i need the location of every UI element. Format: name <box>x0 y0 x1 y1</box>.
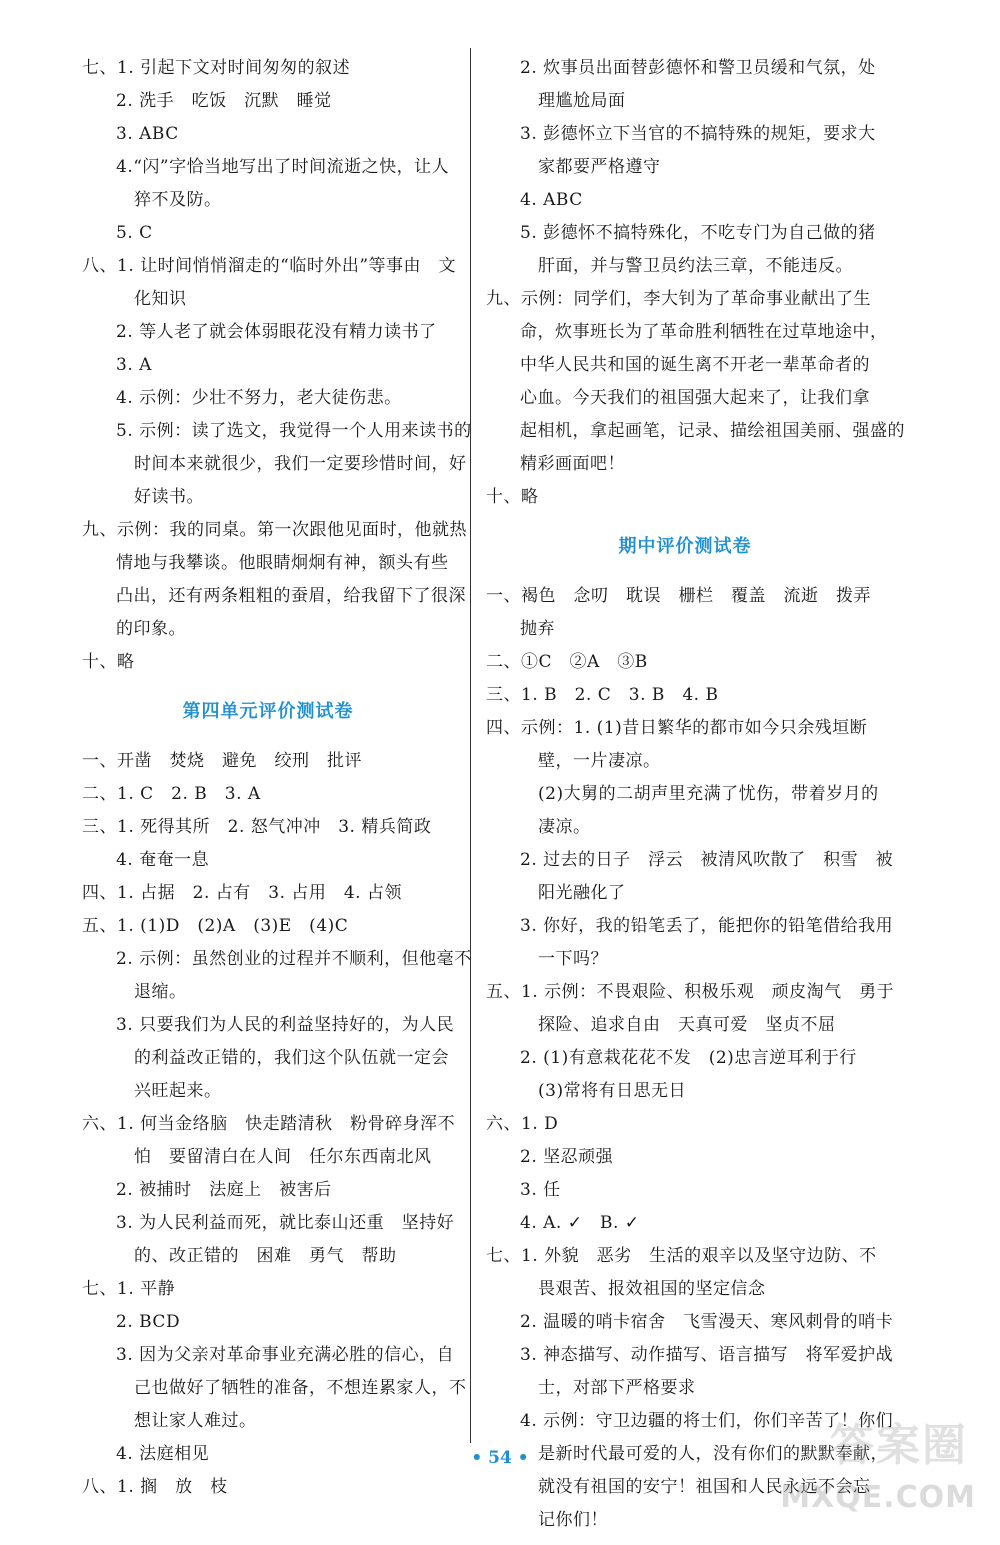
right-answers-block <box>486 52 905 514</box>
answer-line: 十、略 <box>82 652 135 672</box>
answer-line: 4.“闪”字恰当地写出了时间流逝之快，让人 <box>116 157 450 177</box>
answer-line: 4. 法庭相见 <box>116 1444 210 1464</box>
answer-line: 情地与我攀谈。他眼睛炯炯有神，额头有些 <box>116 553 449 573</box>
answer-line: 一、开凿 焚烧 避免 绞刑 批评 <box>82 751 362 771</box>
answer-line: 2. 温暖的哨卡宿舍 飞雪漫天、寒风刺骨的哨卡 <box>520 1312 894 1332</box>
answer-line: 家都要严格遵守 <box>538 157 661 177</box>
answer-line: 怕 要留清白在人间 任尔东西南北风 <box>134 1147 432 1167</box>
answer-line: 中华人民共和国的诞生离不开老一辈革命者的 <box>520 355 870 375</box>
answer-line: 4. ABC <box>520 190 583 210</box>
answer-line: 七、1. 外貌 恶劣 生活的艰辛以及坚守边防、不 <box>486 1246 877 1266</box>
answer-line: 五、1. 示例：不畏艰险、积极乐观 顽皮淘气 勇于 <box>486 982 895 1002</box>
answer-line: 3. 只要我们为人民的利益坚持好的，为人民 <box>116 1015 455 1035</box>
answer-line: 5. C <box>116 223 153 243</box>
watermark-logo <box>780 1420 990 1533</box>
answer-line: 八、1. 让时间悄悄溜走的“临时外出”等事由 文 <box>82 256 457 276</box>
answer-line: 二、①C ②A ③B <box>486 652 648 672</box>
answer-line: 四、示例：1. (1)昔日繁华的都市如今只余残垣断 <box>486 718 868 738</box>
answer-line: 3. A <box>116 355 152 375</box>
answer-line: 四、1. 占据 2. 占有 3. 占用 4. 占领 <box>82 883 402 903</box>
answer-line: 退缩。 <box>134 982 187 1002</box>
answer-line: 2. 示例：虽然创业的过程并不顺利，但他毫不 <box>116 949 472 969</box>
answer-line: 理尴尬局面 <box>538 91 626 111</box>
answer-line: 凸出，还有两条粗粗的蚕眉，给我留下了很深 <box>116 586 466 606</box>
answer-line: 六、1. 何当金络脑 快走踏清秋 粉骨碎身浑不 <box>82 1114 456 1134</box>
answer-line: 七、1. 平静 <box>82 1279 176 1299</box>
answer-line: (2)大舅的二胡声里充满了忧伤，带着岁月的 <box>538 784 879 804</box>
answer-line: 2. (1)有意栽花花不发 (2)忠言逆耳利于行 <box>520 1048 857 1068</box>
answer-line: 八、1. 搁 放 枝 <box>82 1477 228 1497</box>
answer-line: 九、示例：我的同桌。第一次跟他见面时，他就热 <box>82 520 467 540</box>
answer-line: 5. 彭德怀不搞特殊化，不吃专门为自己做的猪 <box>520 223 876 243</box>
left-column <box>82 52 472 1504</box>
answer-line: 化知识 <box>134 289 187 309</box>
answer-line: 的、改正错的 困难 勇气 帮助 <box>134 1246 397 1266</box>
answer-line: 3. 你好，我的铅笔丢了，能把你的铅笔借给我用 <box>520 916 894 936</box>
watermark-title: 答案圈 <box>830 1420 968 1471</box>
answer-line: 3. 神态描写、动作描写、语言描写 将军爱护战 <box>520 1345 894 1365</box>
answer-line: 2. 炊事员出面替彭德怀和警卫员缓和气氛，处 <box>520 58 876 78</box>
answer-line: 探险、追求自由 天真可爱 坚贞不屈 <box>538 1015 836 1035</box>
answer-line: 九、示例：同学们，李大钊为了革命事业献出了生 <box>486 289 871 309</box>
answer-line: 心血。今天我们的祖国强大起来了，让我们拿 <box>520 388 870 408</box>
answer-line: 3. ABC <box>116 124 179 144</box>
answer-line: 的印象。 <box>116 619 186 639</box>
left-answers-block <box>82 52 472 679</box>
midterm-answers-block <box>486 580 895 1537</box>
answer-line: 3. 彭德怀立下当官的不搞特殊的规矩，要求大 <box>520 124 876 144</box>
section-title-unit4: 第四单元评价测试卷 <box>182 701 354 722</box>
answer-line: (3)常将有日思无日 <box>538 1081 687 1101</box>
answer-line: 五、1. (1)D (2)A (3)E (4)C <box>82 916 349 936</box>
answer-line: 5. 示例：读了选文，我觉得一个人用来读书的 <box>116 421 472 441</box>
unit4-answers-block <box>82 745 472 1504</box>
column-divider <box>470 48 471 1443</box>
answer-line: 肝面，并与警卫员约法三章，不能违反。 <box>538 256 853 276</box>
answer-line: 凄凉。 <box>538 817 591 837</box>
answer-line: 2. 过去的日子 浮云 被清风吹散了 积雪 被 <box>520 850 894 870</box>
watermark-url: MXQE.COM <box>780 1480 976 1515</box>
answer-line: 六、1. D <box>486 1114 559 1134</box>
section-title-midterm: 期中评价测试卷 <box>618 536 752 557</box>
answer-line: 2. 被捕时 法庭上 被害后 <box>116 1180 332 1200</box>
answer-line: 时间本来就很少，我们一定要珍惜时间，好 <box>134 454 467 474</box>
answer-line: 畏艰苦、报效祖国的坚定信念 <box>538 1279 766 1299</box>
answer-line: 2. 洗手 吃饭 沉默 睡觉 <box>116 91 332 111</box>
answer-line: 士，对部下严格要求 <box>538 1378 696 1398</box>
answer-line: 3. 因为父亲对革命事业充满必胜的信心，自 <box>116 1345 455 1365</box>
answer-line: 3. 任 <box>520 1180 561 1200</box>
answer-line: 阳光融化了 <box>538 883 626 903</box>
answer-line: 4. 示例：守卫边疆的将士们，你们辛苦了！你们 <box>520 1411 894 1431</box>
answer-line: 猝不及防。 <box>134 190 222 210</box>
page-number: • 54 • <box>471 1448 529 1468</box>
answer-line: 壁，一片凄凉。 <box>538 751 661 771</box>
answer-line: 记你们！ <box>538 1510 608 1530</box>
answer-line: 2. 等人老了就会体弱眼花没有精力读书了 <box>116 322 437 342</box>
answer-line: 三、1. B 2. C 3. B 4. B <box>486 685 719 705</box>
answer-line: 抛弃 <box>520 619 555 639</box>
answer-line: 想让家人难过。 <box>134 1411 257 1431</box>
answer-line: 命，炊事班长为了革命胜利牺牲在过草地途中， <box>520 322 888 342</box>
answer-line: 精彩画面吧！ <box>520 454 625 474</box>
answer-line: 一、褐色 念叨 耽误 栅栏 覆盖 流逝 拨弄 <box>486 586 871 606</box>
answer-line: 三、1. 死得其所 2. 怒气冲冲 3. 精兵简政 <box>82 817 432 837</box>
answer-line: 二、1. C 2. B 3. A <box>82 784 261 804</box>
answer-line: 的利益改正错的，我们这个队伍就一定会 <box>134 1048 449 1068</box>
answer-line: 3. 为人民利益而死，就比泰山还重 坚持好 <box>116 1213 455 1233</box>
answer-line: 一下吗？ <box>538 949 608 969</box>
answer-line: 4. 奄奄一息 <box>116 850 210 870</box>
answer-line: 2. BCD <box>116 1312 181 1332</box>
answer-line: 七、1. 引起下文对时间匆匆的叙述 <box>82 58 351 78</box>
answer-line: 是新时代最可爱的人，没有你们的默默奉献， <box>538 1444 888 1464</box>
answer-line: 兴旺起来。 <box>134 1081 222 1101</box>
answer-line: 十、略 <box>486 487 539 507</box>
answer-line: 2. 坚忍顽强 <box>520 1147 614 1167</box>
answer-line: 己也做好了牺牲的准备，不想连累家人，不 <box>134 1378 467 1398</box>
answer-line: 起相机，拿起画笔，记录、描绘祖国美丽、强盛的 <box>520 421 905 441</box>
answer-line: 好读书。 <box>134 487 204 507</box>
answer-line: 4. A. ✓ B. ✓ <box>520 1213 640 1233</box>
answer-line: 4. 示例：少壮不努力，老大徒伤悲。 <box>116 388 402 408</box>
answer-line: 就没有祖国的安宁！祖国和人民永远不会忘 <box>538 1477 871 1497</box>
